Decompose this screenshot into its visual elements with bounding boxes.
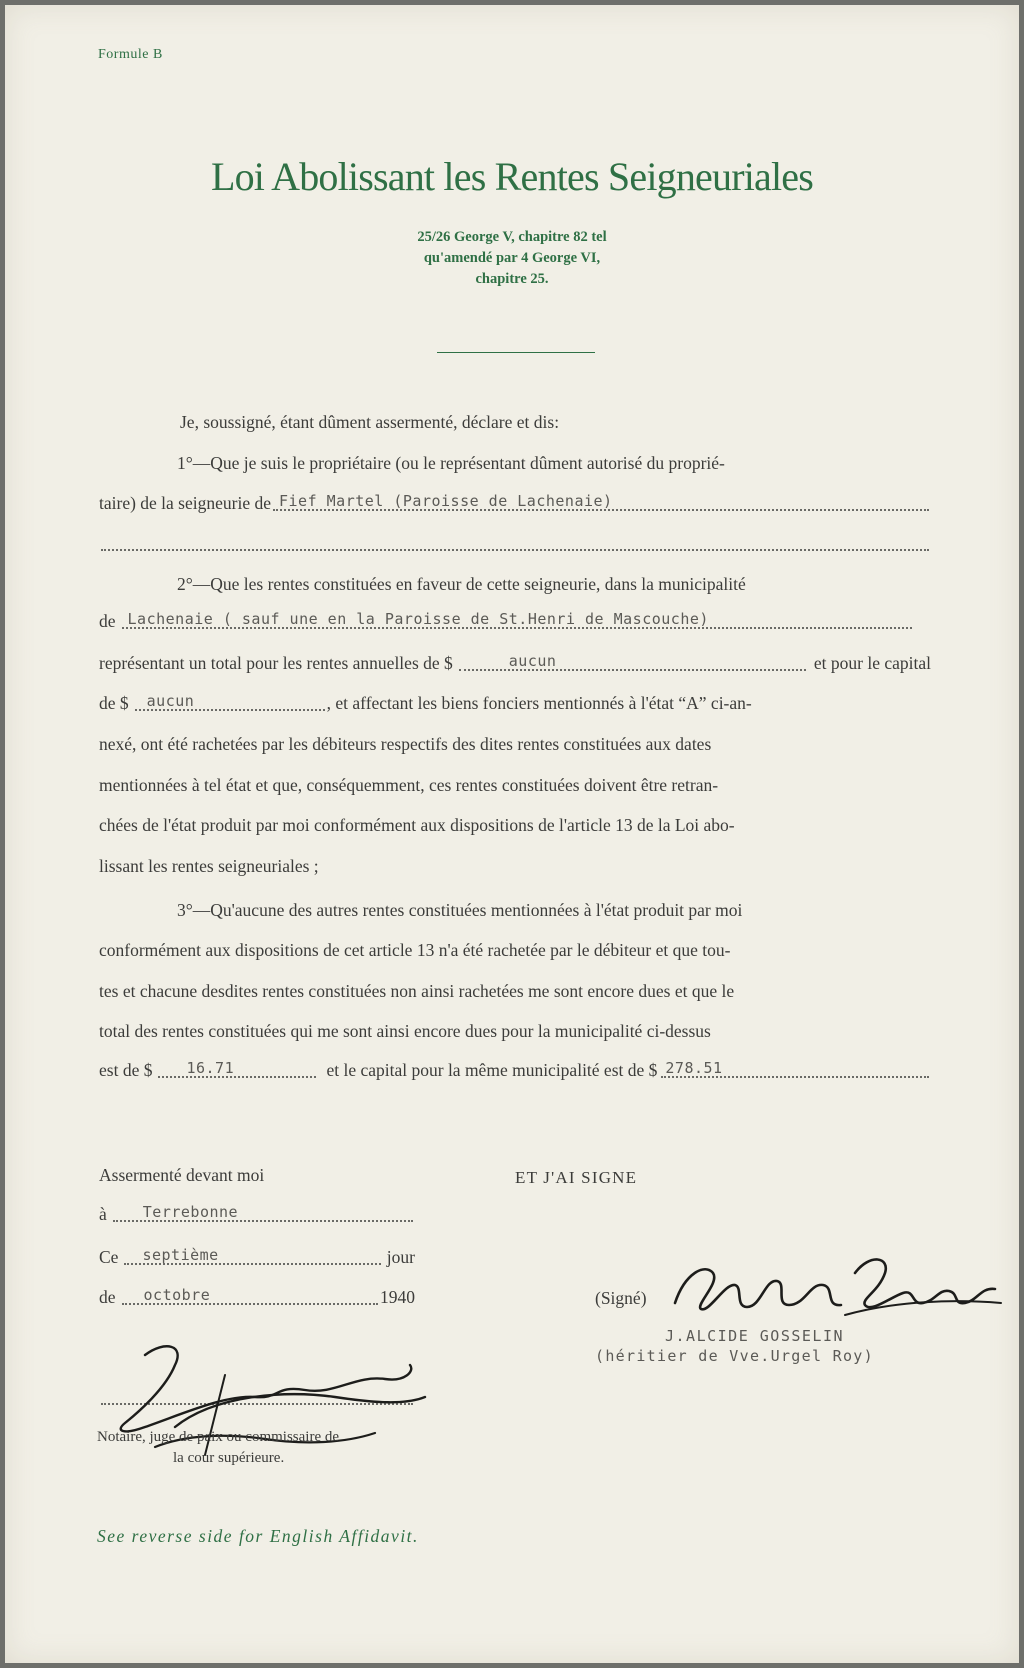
capital-label: et pour le capital	[813, 653, 931, 673]
place-value: Terrebonne	[142, 1203, 239, 1221]
blank-dotted-line	[99, 531, 931, 555]
form-sheet	[5, 5, 1019, 1663]
english-affidavit-note: See reverse side for English Affidavit.	[97, 1526, 419, 1546]
rentes-dues-value: 16.71	[186, 1059, 235, 1077]
notary-caption-1: Notaire, juge de paix ou commissaire de	[97, 1429, 340, 1445]
jour-label: jour	[386, 1247, 415, 1267]
paragraph-1-text: 1°—Que je suis le propriétaire (ou le représentant dûment autorisé du proprié-	[177, 453, 725, 473]
totals-line	[99, 1058, 931, 1082]
municipalite-line	[99, 609, 931, 633]
capital-line	[99, 691, 931, 715]
day-field[interactable]	[124, 1245, 380, 1269]
paragraph-3-line-4: total des rentes constituées qui me sont ainsi encore dues pour la municipalité ci-dessus	[99, 1021, 711, 1041]
oath-heading: Assermenté devant moi	[99, 1165, 265, 1185]
capital-du-field[interactable]	[661, 1058, 929, 1082]
month-value: octobre	[143, 1286, 211, 1304]
municipalite-field[interactable]	[122, 609, 912, 633]
paragraph-3-line-2: conformément aux dispositions de cet article 13 n'a été rachetée par le débiteur et que tou-	[99, 940, 731, 960]
blank-field[interactable]	[101, 531, 929, 555]
municipalite-value: Lachenaie ( sauf une en la Paroisse de St.Henri de Mascouche)	[127, 610, 709, 628]
signature-heading: ET J'AI SIGNE	[515, 1168, 638, 1187]
signed-label: (Signé)	[595, 1288, 647, 1308]
signer-signature	[665, 1243, 1005, 1323]
form-label: Formule B	[98, 47, 163, 62]
signer-name: J.ALCIDE GOSSELIN	[665, 1327, 845, 1345]
seigneurie-line	[99, 491, 931, 515]
intro-line: Je, soussigné, étant dûment assermenté, déclare et dis:	[180, 412, 560, 432]
rentes-line	[99, 651, 931, 675]
rentes-rachetees-field[interactable]	[459, 651, 806, 675]
paragraph-1-line-1	[177, 451, 931, 475]
rentes-label: représentant un total pour les rentes annuelles de $	[99, 653, 453, 673]
seigneurie-field[interactable]	[273, 491, 929, 515]
paragraph-3-line-1: 3°—Qu'aucune des autres rentes constituées mentionnées à l'état produit par moi	[177, 900, 743, 920]
seigneurie-label: taire) de la seigneurie de	[99, 493, 271, 513]
capital-dollar-label: de $	[99, 693, 129, 713]
title-divider	[437, 352, 595, 353]
statute-reference-1: 25/26 George V, chapitre 82 tel	[417, 229, 607, 245]
capital-du-label: et le capital pour la même municipalité est de $	[326, 1060, 658, 1080]
signer-note: (héritier de Vve.Urgel Roy)	[595, 1347, 874, 1365]
statute-reference-3: chapitre 25.	[475, 271, 549, 287]
year-value: 1940	[380, 1287, 415, 1307]
notary-caption-2: la cour supérieure.	[173, 1450, 285, 1466]
day-label: Ce	[99, 1247, 119, 1267]
paragraph-2-line-1	[177, 572, 931, 596]
paragraph-2-line-6: mentionnées à tel état et que, conséquemment, ces rentes constituées doivent être retran-	[99, 775, 719, 795]
capital-line-tail: , et affectant les biens fonciers mentionnés à l'état “A” ci-an-	[326, 693, 752, 713]
signer-signature-stroke-2	[855, 1259, 995, 1307]
rentes-dues-field[interactable]	[158, 1058, 316, 1082]
day-value: septième	[142, 1246, 219, 1264]
month-field[interactable]	[122, 1285, 378, 1309]
month-line	[99, 1285, 415, 1309]
notary-signature-stroke-1	[121, 1346, 412, 1431]
seigneurie-value: Fief Martel (Paroisse de Lachenaie)	[279, 492, 613, 510]
capital-du-value: 278.51	[665, 1059, 723, 1077]
paragraph-2-line-5: nexé, ont été rachetées par les débiteurs respectifs des dites rentes constituées aux dates	[99, 734, 712, 754]
place-line	[99, 1202, 415, 1226]
place-label: à	[99, 1204, 107, 1224]
page-title: Loi Abolissant les Rentes Seigneuriales	[210, 154, 814, 199]
capital-rachete-field[interactable]	[135, 691, 325, 715]
statute-reference-2: qu'amendé par 4 George VI,	[423, 250, 601, 266]
paragraph-2-line-8: lissant les rentes seigneuriales ;	[99, 856, 319, 876]
signer-signature-stroke-1	[675, 1269, 841, 1309]
month-label: de	[99, 1287, 116, 1307]
paragraph-3-line-3: tes et chacune desdites rentes constituées non ainsi rachetées me sont encore dues et que le	[99, 981, 735, 1001]
municipalite-label: de	[99, 611, 116, 631]
rentes-rachetees-value: aucun	[508, 652, 557, 670]
place-field[interactable]	[113, 1202, 413, 1226]
day-line	[99, 1245, 415, 1269]
paragraph-2-line-7: chées de l'état produit par moi conformément aux dispositions de l'article 13 de la Loi abo-	[99, 815, 735, 835]
capital-line-text	[327, 691, 931, 715]
rentes-dues-label: est de $	[99, 1060, 153, 1080]
capital-rachete-value: aucun	[146, 692, 195, 710]
paragraph-2-text: 2°—Que les rentes constituées en faveur de cette seigneurie, dans la municipalité	[177, 574, 746, 594]
